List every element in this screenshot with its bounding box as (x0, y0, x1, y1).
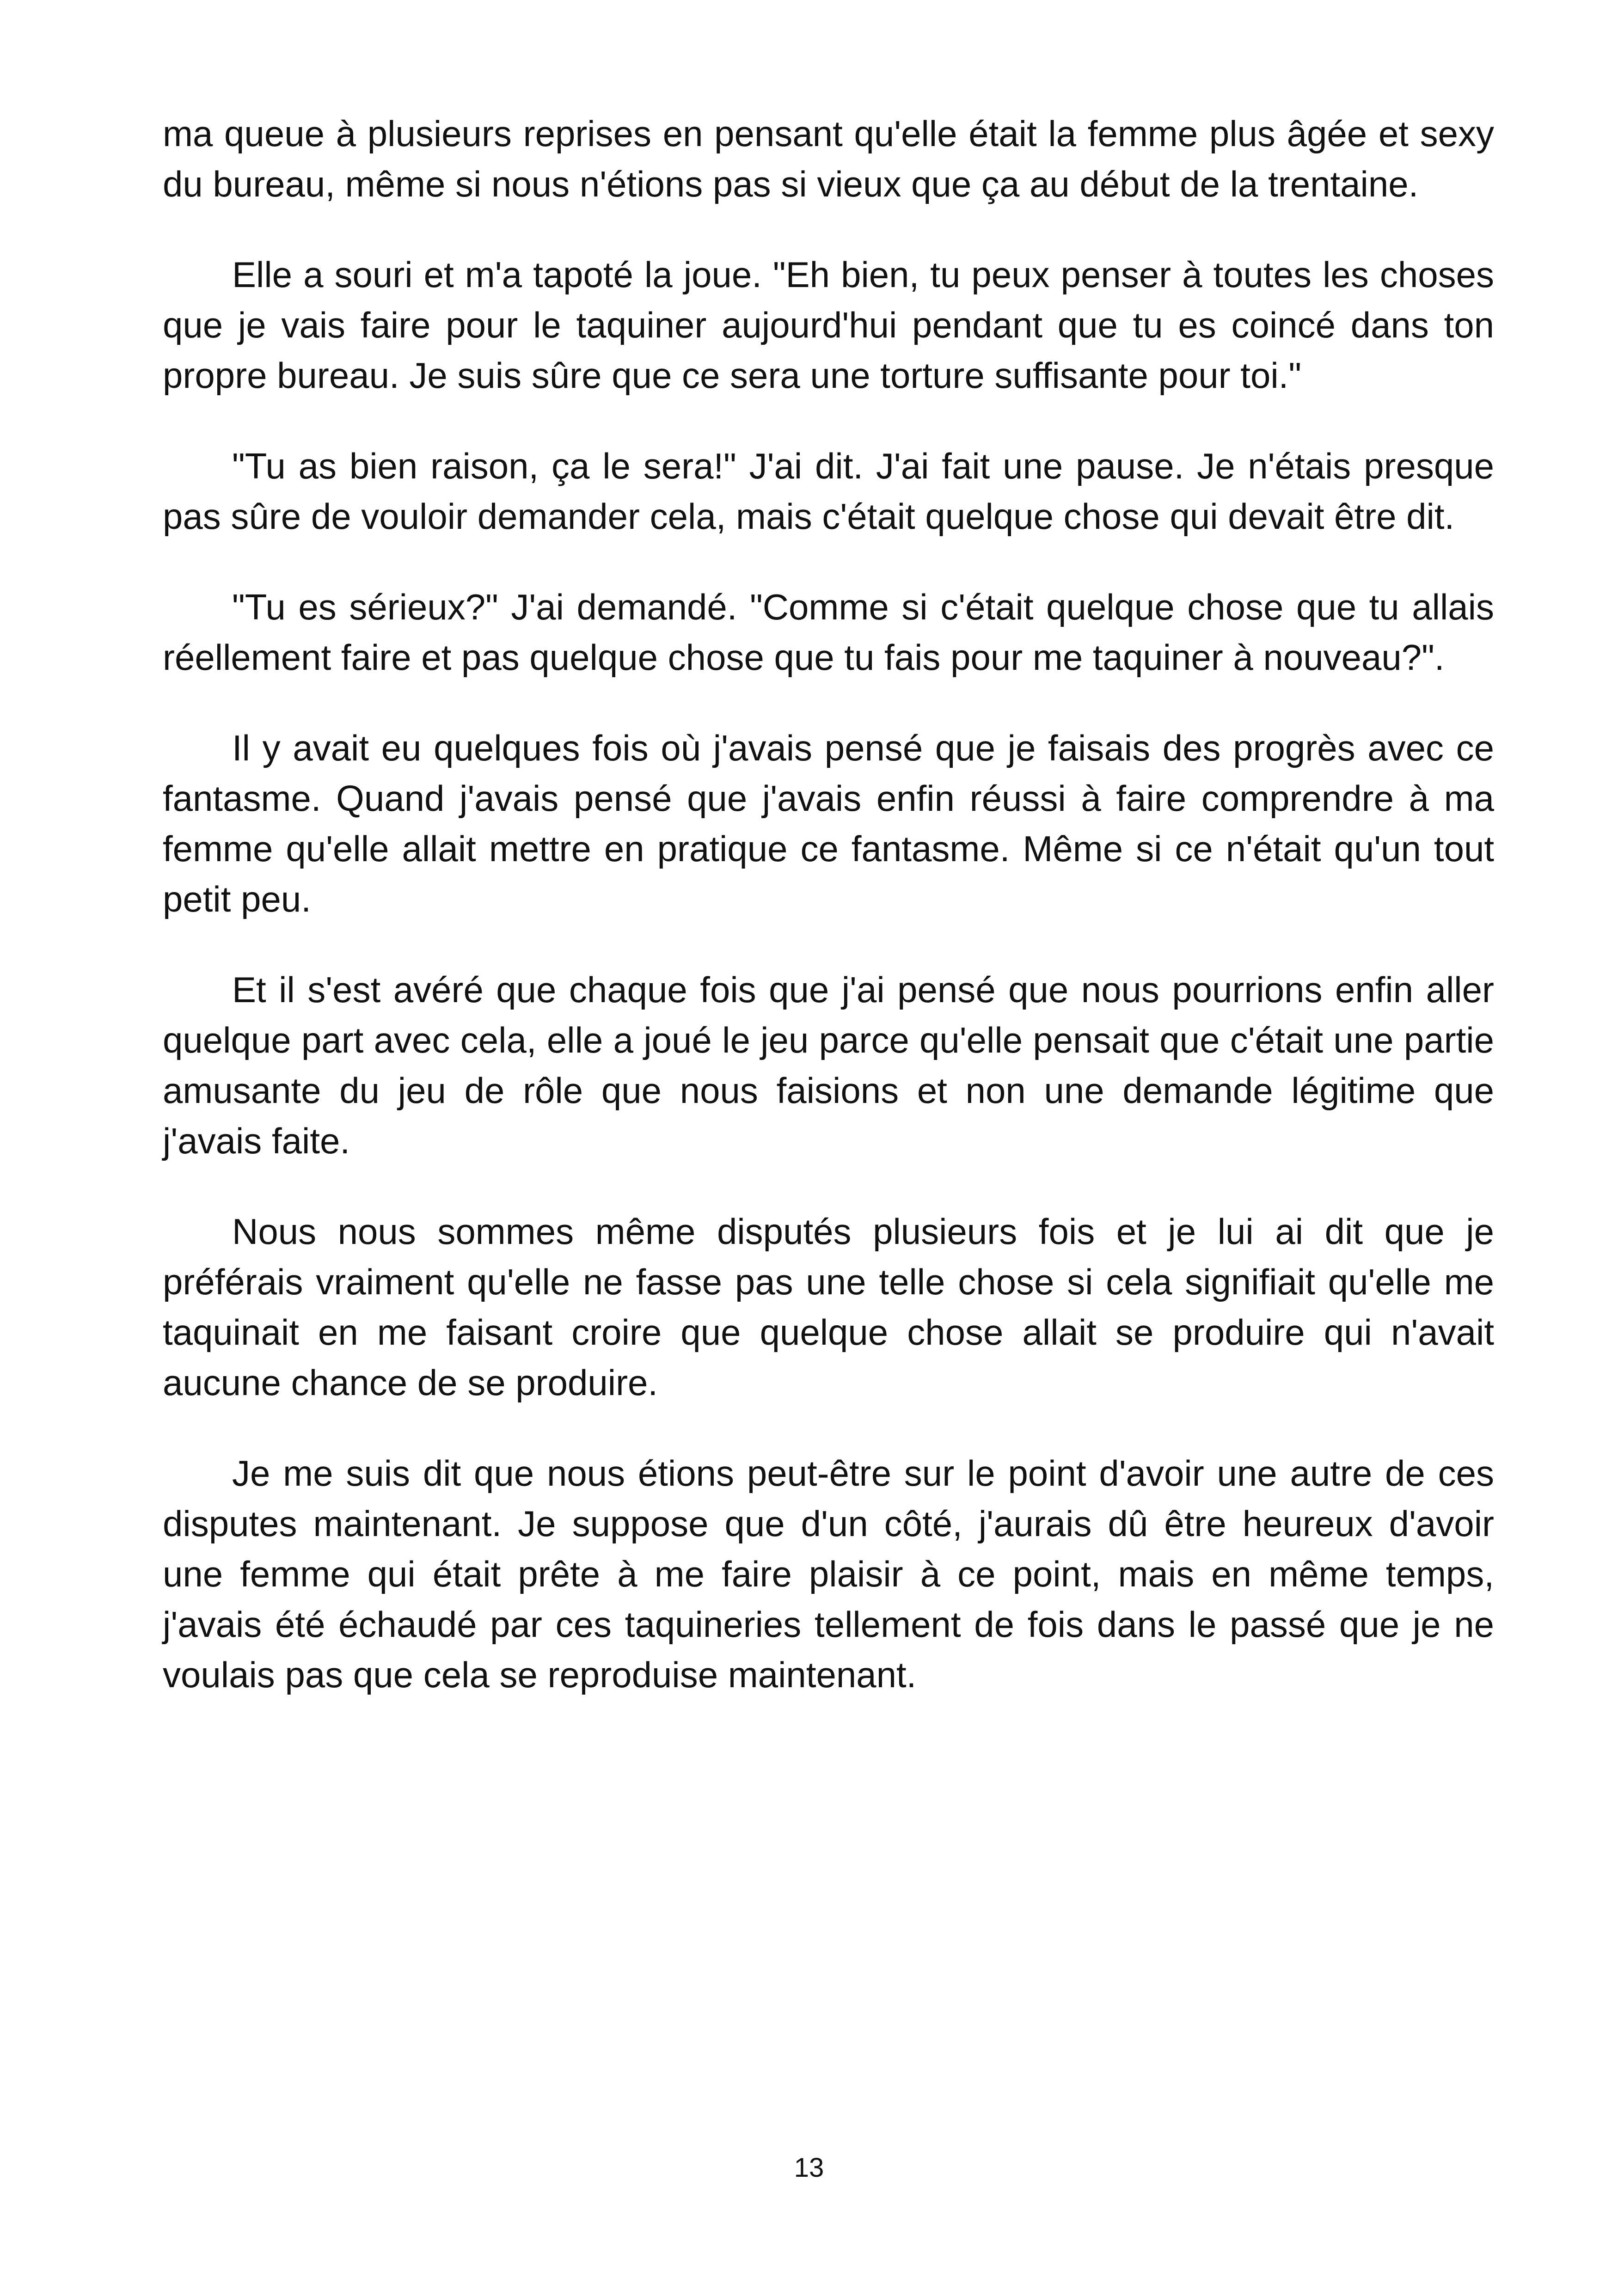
paragraph-5: Il y avait eu quelques fois où j'avais pensé que je faisais des progrès avec ce fantasme. Quand j'avais pensé que j'avais enfin réussi à faire comprendre à ma femme qu'elle allait mettre en pratique ce fantasme. Même si ce n'était qu'un tout petit peu. (163, 728, 1494, 919)
body-text (163, 109, 1494, 1740)
paragraph-2: Elle a souri et m'a tapoté la joue. "Eh bien, tu peux penser à toutes les choses que je vais faire pour le taquiner aujourd'hui pendant que tu es coincé dans ton propre bureau. Je suis sûre que ce sera une torture suffisante pour toi." (163, 254, 1494, 396)
page-number: 13 (794, 2153, 824, 2183)
paragraph-6: Et il s'est avéré que chaque fois que j'ai pensé que nous pourrions enfin aller quelque part avec cela, elle a joué le jeu parce qu'elle pensait que c'était une partie amusante du jeu de rôle que nous faisions et non une demande légitime que j'avais faite. (163, 969, 1494, 1161)
paragraph-7: Nous nous sommes même disputés plusieurs fois et je lui ai dit que je préférais vraiment qu'elle ne fasse pas une telle chose si cela signifiait qu'elle me taquinait en me faisant croire que quelque chose allait se produire qui n'avait aucune chance de se produire. (163, 1211, 1494, 1403)
paragraph-3: "Tu as bien raison, ça le sera!" J'ai dit. J'ai fait une pause. Je n'étais presque pas sûre de vouloir demander cela, mais c'était quelque chose qui devait être dit. (163, 446, 1494, 537)
paragraph-1: ma queue à plusieurs reprises en pensant qu'elle était la femme plus âgée et sexy du bureau, même si nous n'étions pas si vieux que ça au début de la trentaine. (163, 113, 1494, 204)
paragraph-8: Je me suis dit que nous étions peut-être sur le point d'avoir une autre de ces disputes maintenant. Je suppose que d'un côté, j'aurais dû être heureux d'avoir une femme qui était prête à me faire plaisir à ce point, mais en même temps, j'avais été échaudé par ces taquineries tellement de fois dans le passé que je ne voulais pas que cela se reproduise maintenant. (163, 1453, 1494, 1695)
paragraph-4: "Tu es sérieux?" J'ai demandé. "Comme si c'était quelque chose que tu allais réellement faire et pas quelque chose que tu fais pour me taquiner à nouveau?". (163, 587, 1494, 678)
